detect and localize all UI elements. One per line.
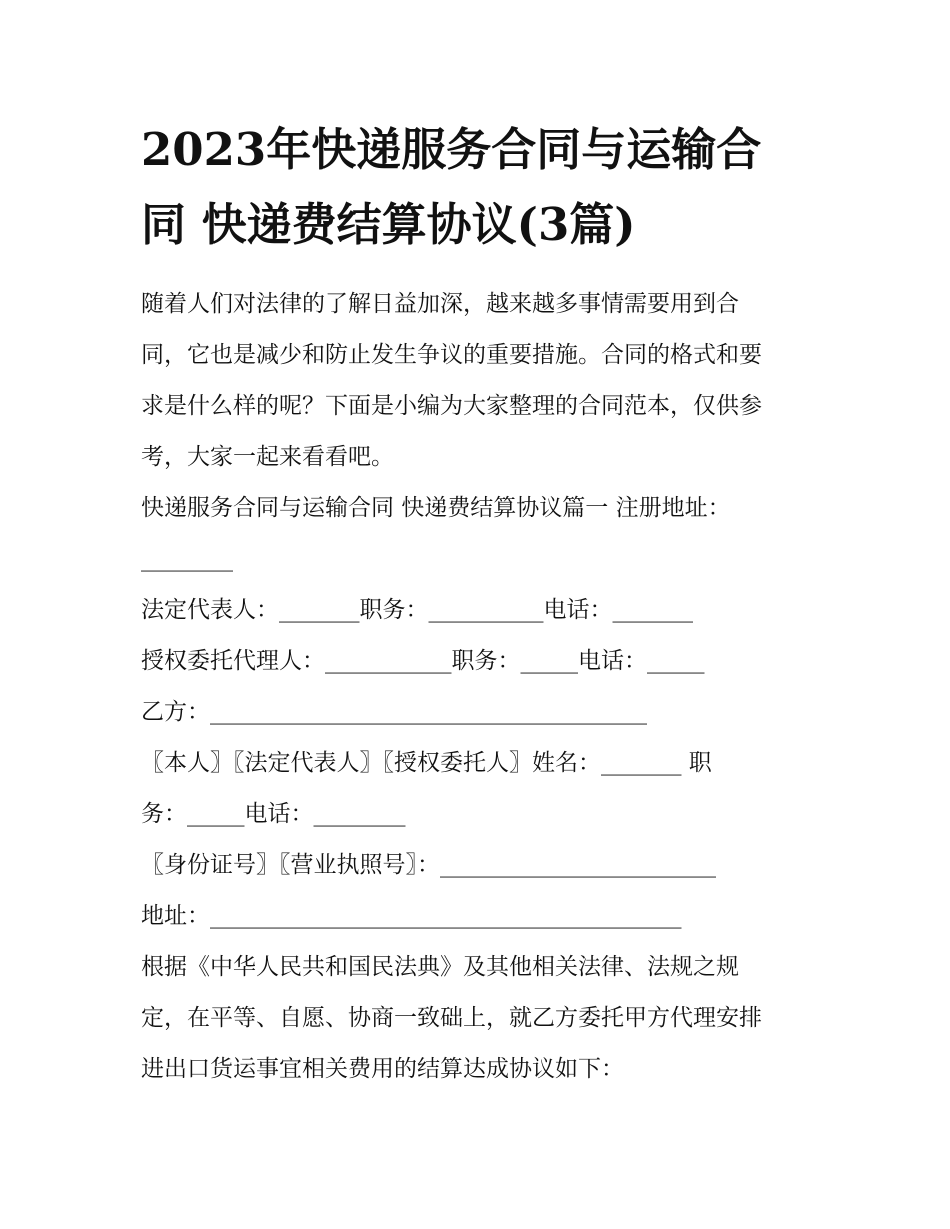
- document-title: [141, 112, 813, 262]
- address-blank: ________: [141, 546, 233, 572]
- intro-line: 求是什么样的呢？下面是小编为大家整理的合同范本，仅供参: [141, 393, 762, 419]
- intro-line: 考，大家一起来看看吧。: [141, 444, 394, 470]
- section-heading-address: 快递服务合同与运输合同 快递费结算协议篇一 注册地址：: [141, 495, 731, 521]
- intro-line: 同，它也是减少和防止发生争议的重要措施。合同的格式和要: [141, 342, 762, 368]
- id-license-number-line: 〖身份证号〗〖营业执照号〗：________________________: [141, 852, 716, 878]
- authorized-agent-line: 授权委托代理人：___________职务：_____电话：_____: [141, 648, 705, 674]
- party-b-position-line: 务：_____电话：________: [141, 801, 406, 827]
- agreement-clause-line: 根据《中华人民共和国民法典》及其他相关法律、法规之规: [141, 954, 739, 980]
- party-b-address-line: 地址：_________________________________________: [141, 903, 682, 929]
- party-b-identity-line: 〖本人〗〖法定代表人〗〖授权委托人〗姓名：_______ 职: [141, 750, 712, 776]
- agreement-clause-line: 进出口货运事宜相关费用的结算达成协议如下：: [141, 1056, 624, 1082]
- agreement-clause-line: 定，在平等、自愿、协商一致础上，就乙方委托甲方代理安排: [141, 1005, 762, 1031]
- legal-representative-line: 法定代表人：_______职务：__________电话：_______: [141, 597, 693, 623]
- document-page: [141, 112, 813, 1095]
- title-line-2: 同 快递费结算协议(3篇): [141, 198, 636, 251]
- contract-body: [141, 483, 813, 1095]
- intro-paragraph: [141, 279, 813, 483]
- party-b-line: 乙方：______________________________________: [141, 699, 647, 725]
- title-line-1: 2023年快递服务合同与运输合: [141, 123, 762, 176]
- intro-line: 随着人们对法律的了解日益加深，越来越多事情需要用到合: [141, 291, 739, 317]
